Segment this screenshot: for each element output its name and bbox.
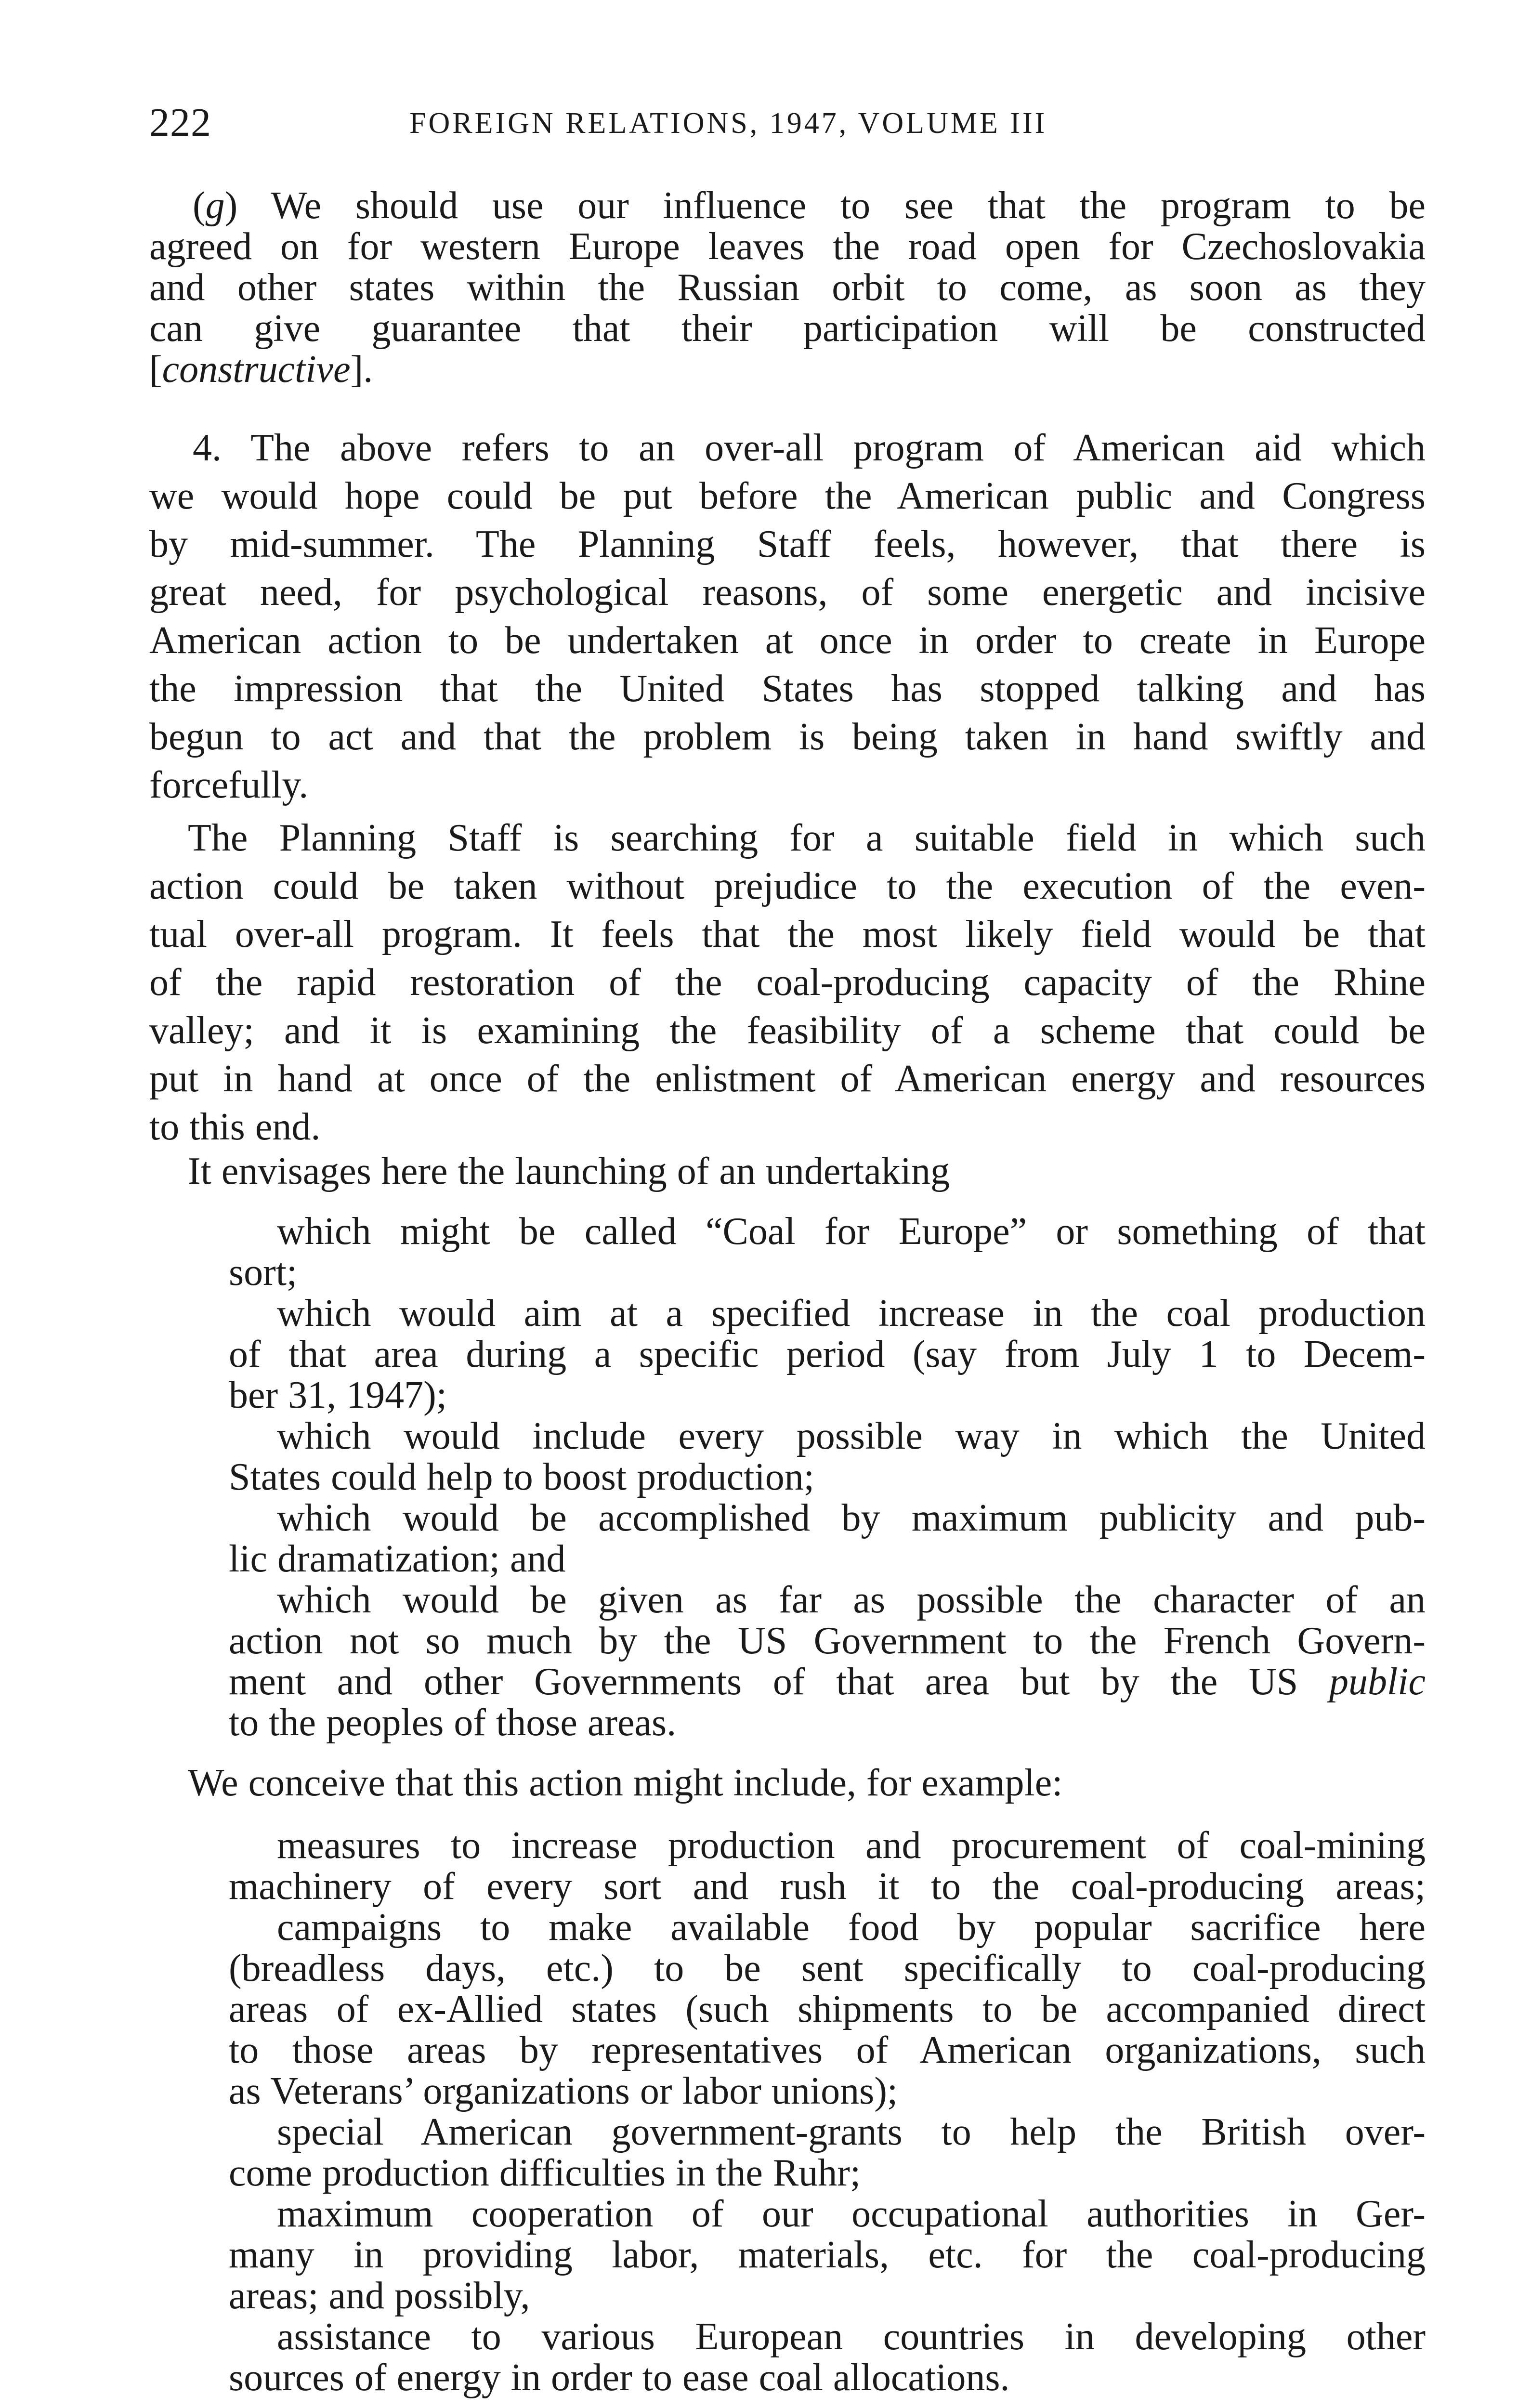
paragraph-conceive	[149, 1763, 1426, 1804]
paragraph-line: It envisages here the launching of an undertaking	[188, 1150, 950, 1192]
list-item-line: which would aim at a specified increase in the coal production	[277, 1293, 1426, 1334]
list-item-line: ment and other Governments of that area but by the US public	[229, 1662, 1426, 1702]
paragraph-envisages	[149, 1151, 1426, 1192]
paragraph-line: put in hand at once of the enlistment of American energy and resources	[149, 1058, 1426, 1100]
paragraph-line: tual over-all program. It feels that the most likely field would be that	[149, 913, 1426, 955]
list-item-line: maximum cooperation of our occupational authorities in Ger-	[277, 2194, 1426, 2235]
list-item-line: which might be called “Coal for Europe” or something of that	[277, 1211, 1426, 1252]
undertaking-list	[229, 1211, 1426, 1743]
paragraph-line: by mid-summer. The Planning Staff feels, however, that there is	[149, 523, 1426, 565]
list-item-line: to those areas by representatives of American organizations, such	[229, 2030, 1426, 2071]
list-item-line: machinery of every sort and rush it to the coal-producing areas;	[229, 1866, 1426, 1907]
example-list	[229, 1825, 1426, 2398]
paragraph-line: the impression that the United States has stopped talking and has	[149, 667, 1426, 710]
list-item-line: States could help to boost production;	[229, 1456, 814, 1498]
paragraph-line: can give guarantee that their participation will be constructed	[149, 308, 1426, 349]
list-item-line: to the peoples of those areas.	[229, 1701, 677, 1744]
running-head	[149, 96, 1426, 154]
paragraph-4	[149, 424, 1426, 809]
list-item-line: ber 31, 1947);	[229, 1374, 447, 1416]
list-item-line: (breadless days, etc.) to be sent specifically to coal-producing	[229, 1948, 1426, 1989]
paragraph-line: forcefully.	[149, 764, 309, 806]
paragraph-line: valley; and it is examining the feasibility of a scheme that could be	[149, 1009, 1426, 1052]
page-number: 222	[149, 100, 211, 145]
list-item-line: measures to increase production and procurement of coal-mining	[277, 1825, 1426, 1866]
paragraph-planning-staff	[149, 814, 1426, 1151]
list-item-line: which would be accomplished by maximum publicity and pub-	[277, 1498, 1426, 1539]
paragraph-g	[149, 185, 1426, 390]
list-item-line: of that area during a specific period (say from July 1 to Decem-	[229, 1334, 1426, 1375]
list-item-line: sources of energy in order to ease coal allocations.	[229, 2356, 1010, 2399]
list-item-line: come production difficulties in the Ruhr;	[229, 2152, 861, 2194]
list-item-line: which would be given as far as possible the character of an	[277, 1580, 1426, 1621]
list-item-line: lic dramatization; and	[229, 1538, 566, 1580]
paragraph-line: and other states within the Russian orbit to come, as soon as they	[149, 267, 1426, 308]
list-item-line: campaigns to make available food by popular sacrifice here	[277, 1907, 1426, 1948]
paragraph-line: agreed on for western Europe leaves the road open for Czechoslovakia	[149, 226, 1426, 267]
paragraph-line: [constructive].	[149, 348, 373, 391]
paragraph-line: The Planning Staff is searching for a suitable field in which such	[188, 817, 1426, 859]
paragraph-line: American action to be undertaken at once in order to create in Europe	[149, 619, 1426, 662]
paragraph-line: to this end.	[149, 1106, 321, 1148]
paragraph-line: begun to act and that the problem is being taken in hand swiftly and	[149, 716, 1426, 758]
list-item-line: which would include every possible way in which the United	[277, 1416, 1426, 1457]
list-item-line: sort;	[229, 1251, 298, 1294]
paragraph-line: 4. The above refers to an over-all program of American aid which	[193, 427, 1426, 469]
list-item-line: action not so much by the US Government to the French Govern-	[229, 1621, 1426, 1662]
list-item-line: areas; and possibly,	[229, 2275, 530, 2317]
paragraph-line: action could be taken without prejudice to the execution of the even-	[149, 865, 1426, 907]
list-item-line: areas of ex-Allied states (such shipments to be accompanied direct	[229, 1989, 1426, 2030]
list-item-line: as Veterans’ organizations or labor unions);	[229, 2070, 898, 2112]
paragraph-line: great need, for psychological reasons, of some energetic and incisive	[149, 571, 1426, 614]
running-title: FOREIGN RELATIONS, 1947, VOLUME III	[409, 107, 1047, 140]
paragraph-line: We conceive that this action might include, for example:	[188, 1762, 1063, 1804]
paragraph-line: of the rapid restoration of the coal-producing capacity of the Rhine	[149, 961, 1426, 1004]
list-item-line: assistance to various European countries in developing other	[277, 2316, 1426, 2357]
paragraph-line: (g) We should use our influence to see that the program to be	[193, 185, 1426, 226]
list-item-line: special American government-grants to help the British over-	[277, 2112, 1426, 2153]
list-item-line: many in providing labor, materials, etc. for the coal-producing	[229, 2235, 1426, 2276]
paragraph-line: we would hope could be put before the American public and Congress	[149, 475, 1426, 517]
